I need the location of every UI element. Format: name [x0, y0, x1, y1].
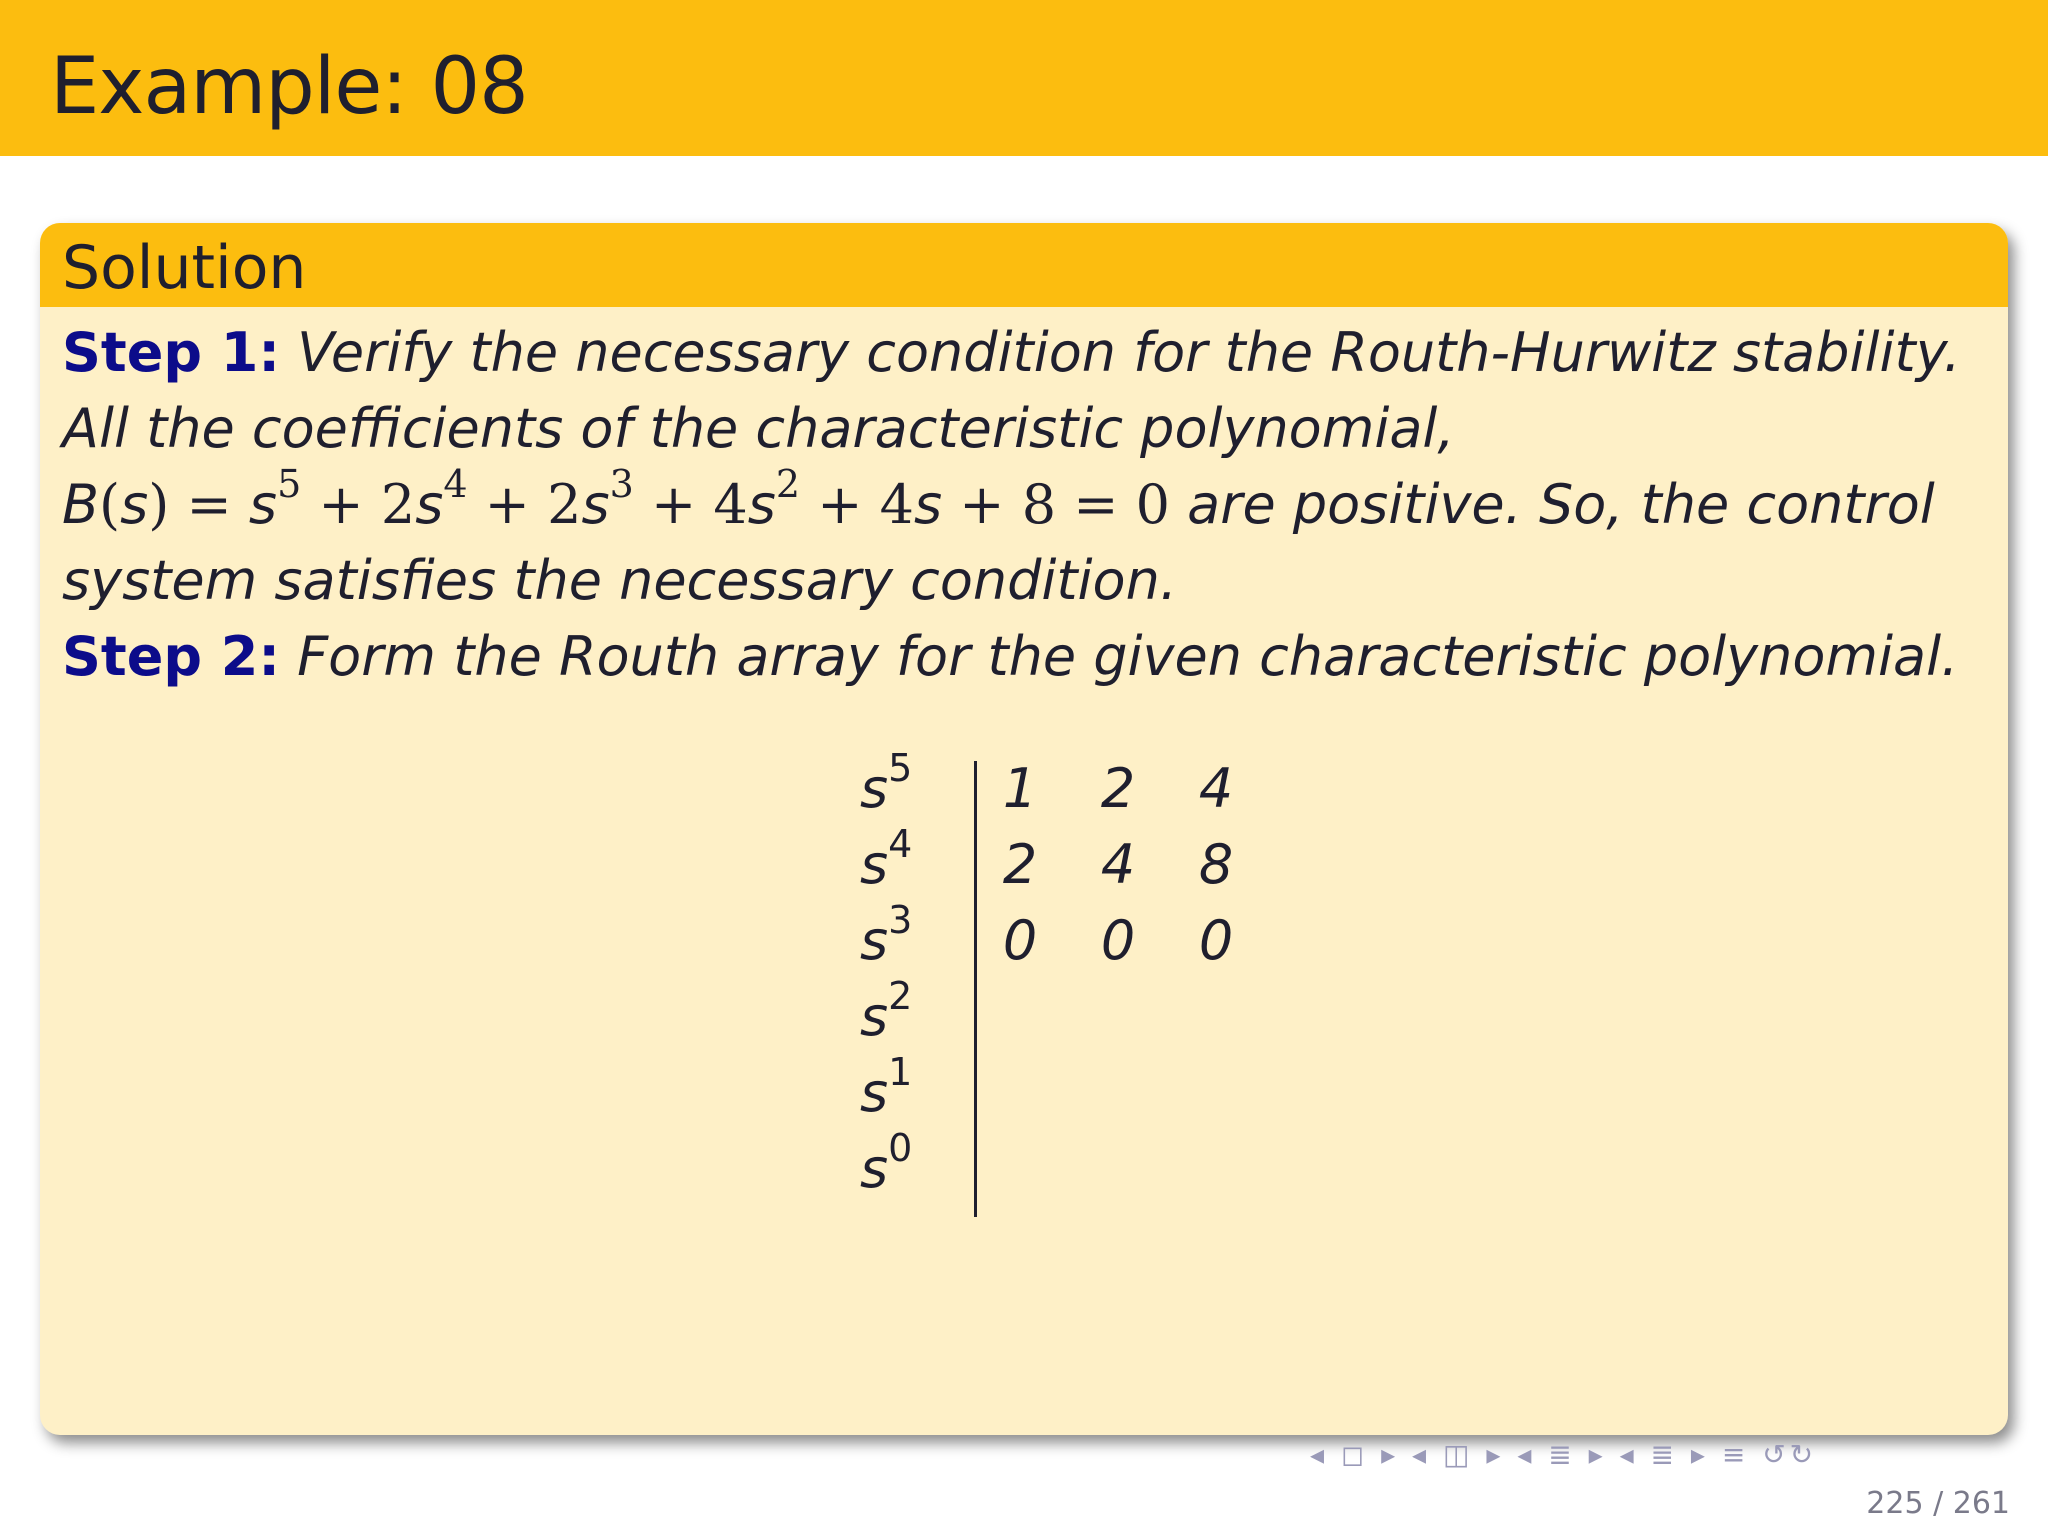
block-header	[40, 223, 2008, 307]
routh-cell: 2	[1100, 757, 1136, 820]
routh-cell: 0	[1100, 909, 1136, 972]
routh-power: $s^0$	[860, 1126, 913, 1200]
step1-label: Step 1:	[62, 321, 280, 384]
slide-title: Example: 08	[50, 42, 528, 132]
step1-line	[62, 315, 1968, 391]
beamer-navigation-icons[interactable]: ◂ ◻ ▸ ◂ ◫ ▸ ◂ ≣ ▸ ◂ ≣ ▸ ≡ ↺↻	[1310, 1438, 1818, 1471]
routh-cell: 2	[1002, 833, 1038, 896]
title-bar	[0, 0, 2048, 156]
routh-divider	[974, 761, 977, 1217]
step2-label: Step 2:	[62, 625, 280, 688]
solution-block	[40, 223, 2008, 1435]
step2-line	[62, 619, 1968, 695]
routh-cell: 4	[1100, 833, 1136, 896]
page-number: 225 / 261	[1866, 1486, 2010, 1521]
necessary-condition-line: system satisfies the necessary condition.	[62, 549, 1177, 612]
routh-power: $s^4$	[860, 822, 913, 896]
step2-text: Form the Routh array for the given characteristic polynomial.	[297, 625, 1959, 688]
routh-power: $s^2$	[860, 974, 913, 1048]
routh-cell: 4	[1198, 757, 1234, 820]
routh-cell: 8	[1198, 833, 1234, 896]
polynomial: $B(s) = s^5 + 2s^4 + 2s^3 + 4s^2 + 4s + 8 = 0$	[62, 462, 1170, 536]
step1-text: Verify the necessary condition for the Routh-Hurwitz stability.	[297, 321, 1961, 384]
routh-power: $s^3$	[860, 898, 913, 972]
coefficients-line: All the coefficients of the characteristic polynomial,	[62, 397, 1455, 460]
block-title: Solution	[62, 233, 307, 303]
routh-cell: 0	[1002, 909, 1038, 972]
polynomial-line	[62, 462, 1968, 543]
positivity-text: are positive. So, the control	[1187, 473, 1935, 536]
routh-power: $s^5$	[860, 746, 913, 820]
block-body	[62, 315, 1968, 695]
routh-cell: 1	[1002, 757, 1038, 820]
routh-cell: 0	[1198, 909, 1234, 972]
routh-power: $s^1$	[860, 1050, 913, 1124]
